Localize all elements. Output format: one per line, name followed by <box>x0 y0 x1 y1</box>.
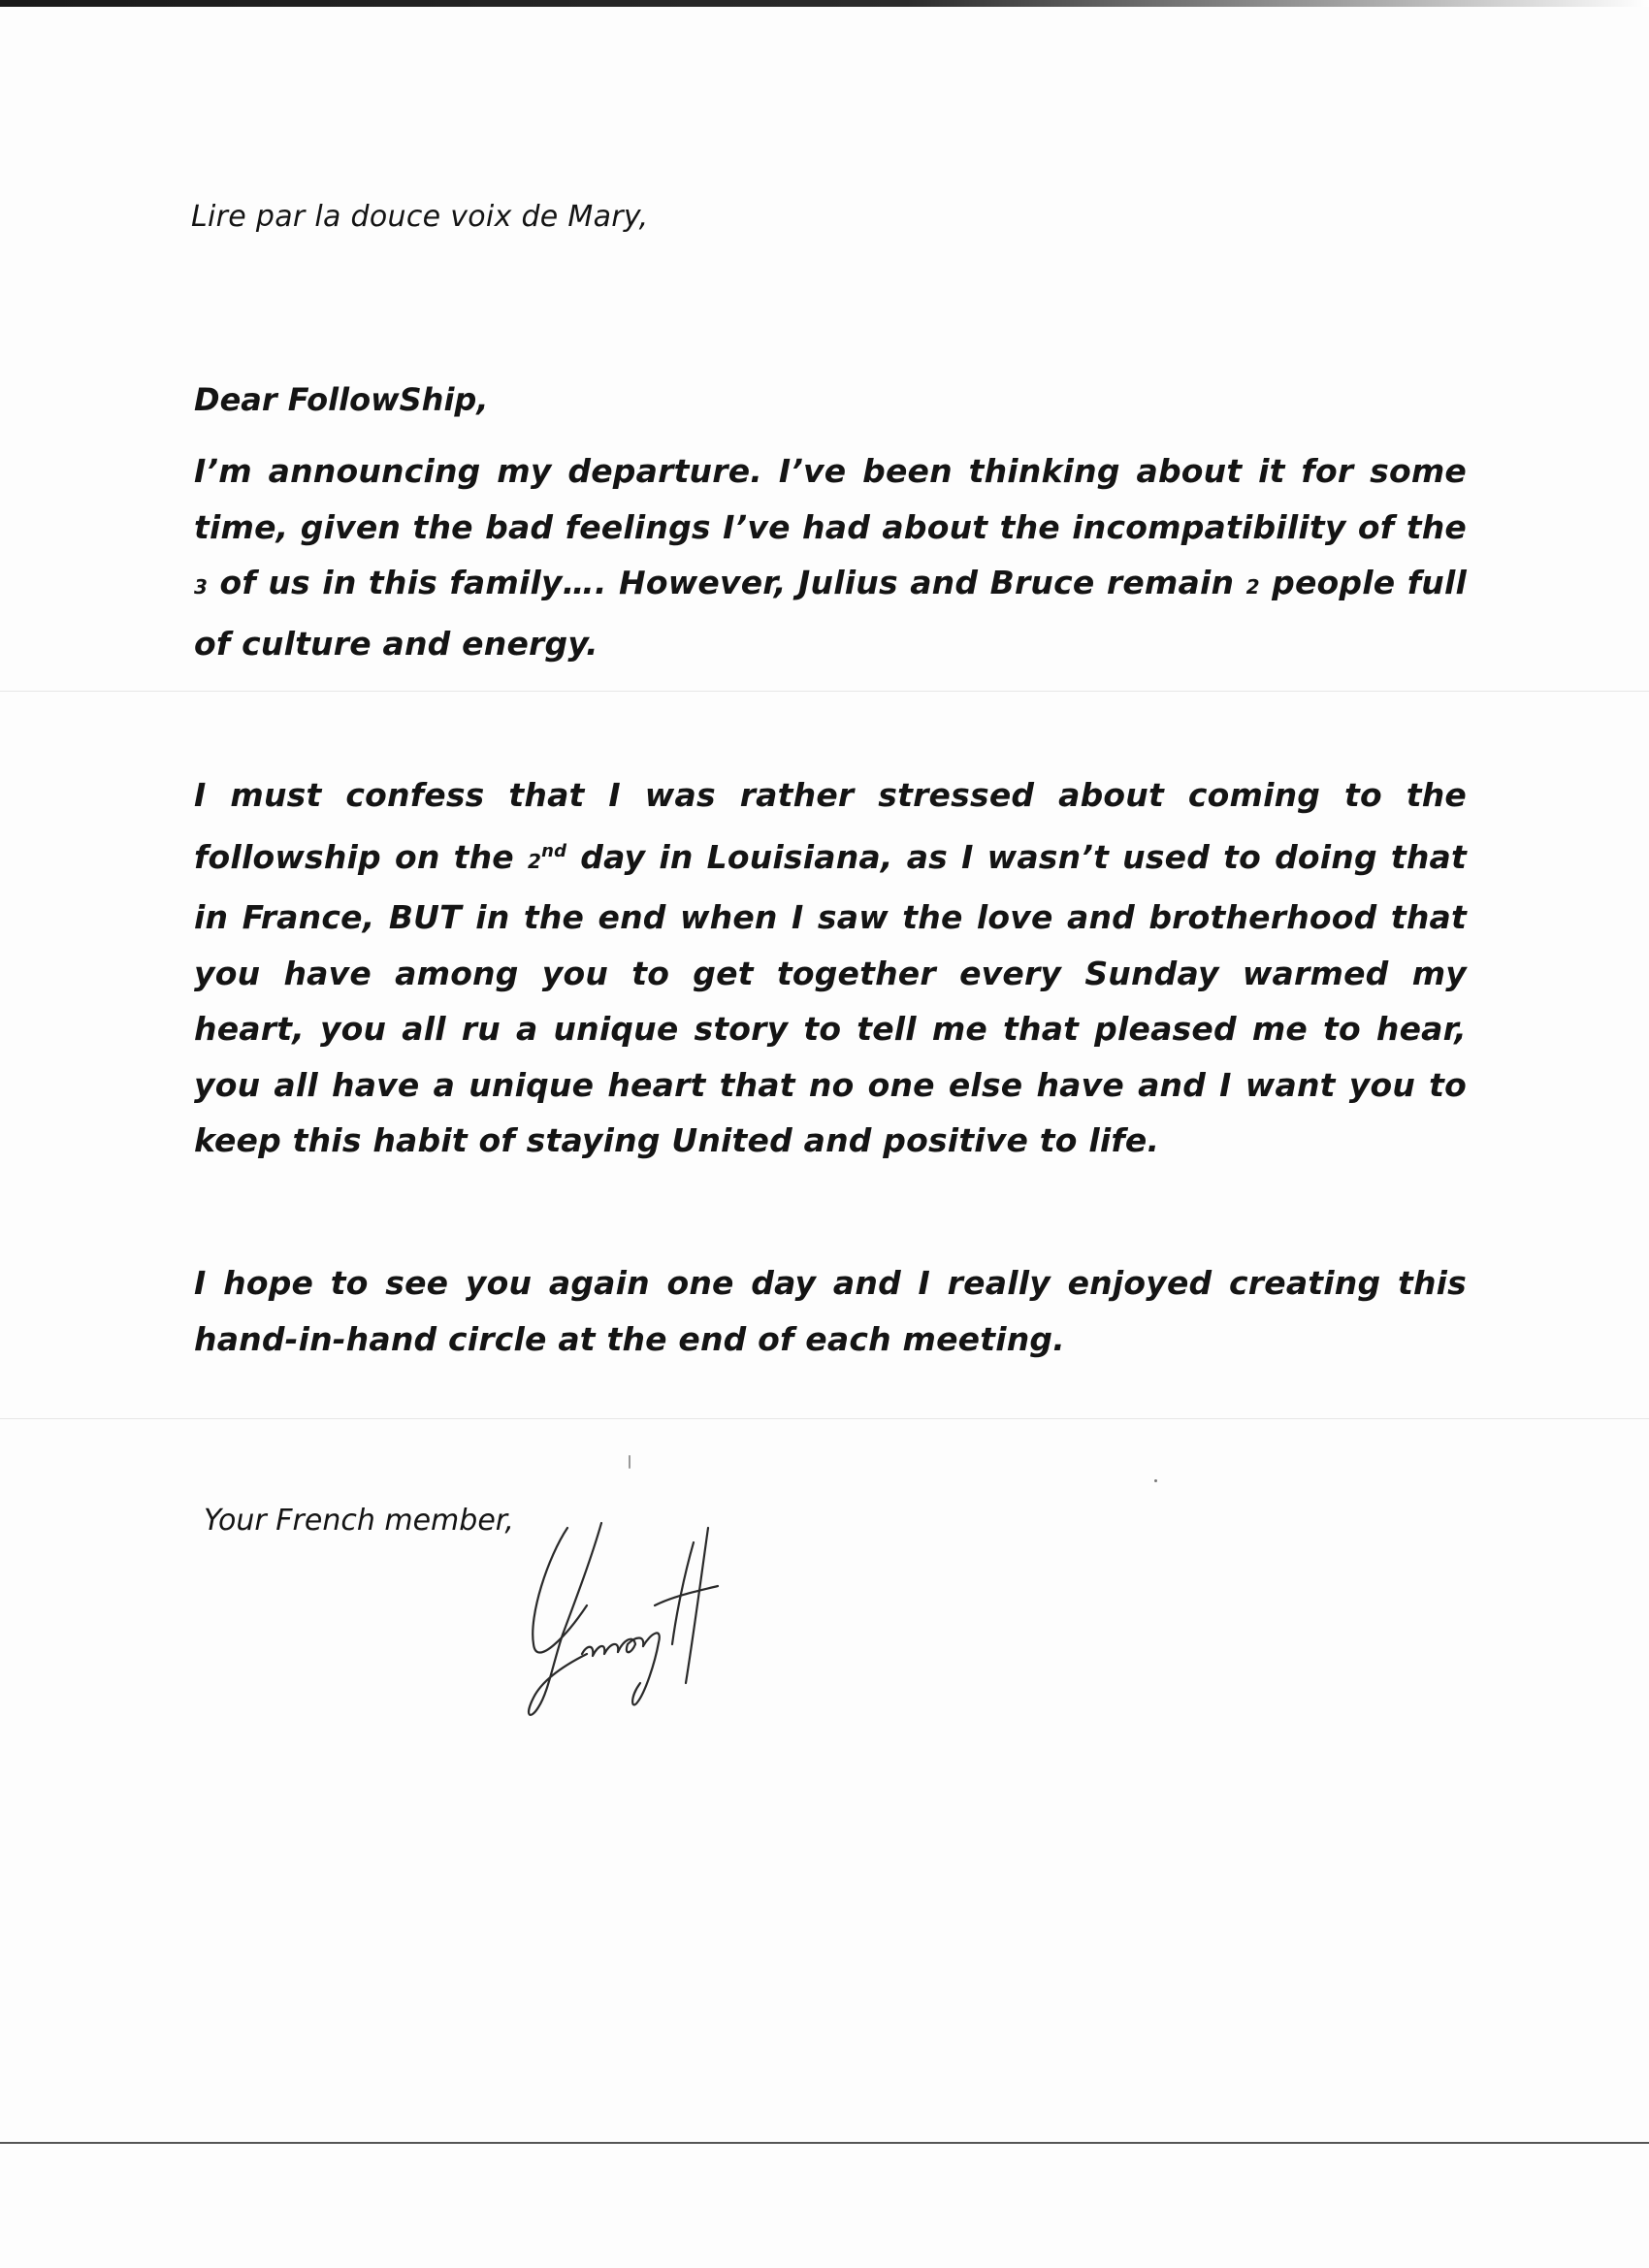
bottom-rule <box>0 2142 1649 2144</box>
reader-note: Lire par la douce voix de Mary, <box>191 200 649 234</box>
scan-speck <box>1154 1479 1157 1482</box>
closing-line: Your French member, <box>204 1504 514 1538</box>
paper-fold-line <box>0 691 1649 692</box>
handwritten-signature <box>509 1499 752 1741</box>
paragraph-departure: I’m announcing my departure. I’ve been thinking about it for some time, given the bad feelings I’ve had about the incompatibility of the 3 of us in this family…. However, Julius and Bruce remain 2 people full of culture and energy. <box>194 452 1467 663</box>
scan-speck <box>629 1455 630 1469</box>
paragraph-farewell: I hope to see you again one day and I really enjoyed creating this hand-in-hand circle at the end of each meeting. <box>194 1264 1467 1358</box>
paper-fold-line <box>0 1418 1649 1419</box>
paragraph-confession: I must confess that I was rather stressed about coming to the followship on the 2nd day in Louisiana, as I wasn’t used to doing that in France, BUT in the end when I saw the love and brotherhood that you have among you to get together every Sunday warmed my heart, you all ru a unique story to tell me that pleased me to hear, you all have a unique heart that no one else have and I want you to keep this habit of staying United and positive to life. <box>194 776 1467 1159</box>
scan-top-edge <box>0 0 1649 7</box>
greeting: Dear FollowShip, <box>194 381 489 418</box>
